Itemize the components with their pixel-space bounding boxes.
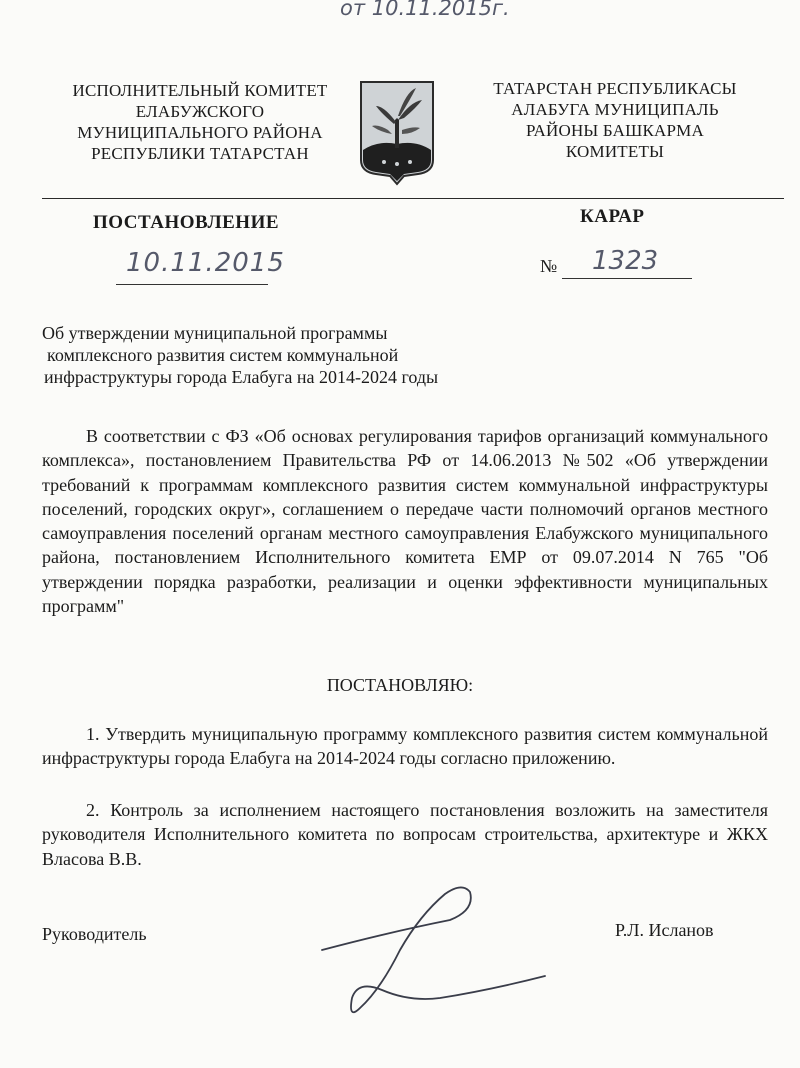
decree-item-1: 1. Утвердить муниципальную программу комплексного развития систем коммунальной инфраструктуры города Елабуга на 2014-2024 годы согласно приложению. xyxy=(42,724,768,769)
handwritten-signature-icon xyxy=(300,880,560,1030)
subject-block xyxy=(42,322,562,388)
subject-line: инфраструктуры города Елабуга на 2014-2024 годы xyxy=(44,367,439,387)
doc-type-ru: ПОСТАНОВЛЕНИЕ xyxy=(93,212,280,233)
number-label: № xyxy=(540,256,558,276)
header-left-line: ИСПОЛНИТЕЛЬНЫЙ КОМИТЕТ xyxy=(72,81,328,100)
header-right-block xyxy=(470,78,760,162)
subject-line: Об утверждении муниципальной программы xyxy=(42,323,388,343)
doc-type-tt: КАРАР xyxy=(580,206,645,227)
header-left-line: МУНИЦИПАЛЬНОГО РАЙОНА xyxy=(77,123,323,142)
decree-heading: ПОСТАНОВЛЯЮ: xyxy=(326,675,474,695)
preamble-paragraph: В соответствии с ФЗ «Об основах регулирования тарифов организаций коммунального комплекса», постановлением Правительства РФ от 14.06.2013 №502 «Об утверждении требований к программам комплексного развития систем коммунальной инфраструктуры поселений, городских округ», соглашением о передаче части полномочий органов местного самоуправления поселений органам местного самоуправления Елабужского муниципального района, постановлением Исполнительного комитета ЕМР от 09.07.2014 N 765 "Об утверждении порядка разработки, реализации и оценки эффективности муниципальных программ" xyxy=(42,426,768,617)
header-right-line: ТАТАРСТАН РЕСПУБЛИКАСЫ xyxy=(493,79,737,98)
signature-position: Руководитель xyxy=(42,924,147,944)
header-right-line: КОМИТЕТЫ xyxy=(565,142,665,161)
decree-item-2: 2. Контроль за исполнением настоящего постановления возложить на заместителя руководителя Исполнительного комитета по вопросам строительства, архитектуре и ЖКХ Власова В.В. xyxy=(42,800,768,869)
header-divider xyxy=(42,198,784,199)
date-handwritten: 10.11.2015 xyxy=(126,248,285,278)
subject-line: комплексного развития систем коммунальной xyxy=(47,345,399,365)
number-field xyxy=(562,246,692,279)
header-left-line: РЕСПУБЛИКИ ТАТАРСТАН xyxy=(91,144,309,163)
header-right-line: РАЙОНЫ БАШКАРМА xyxy=(526,121,704,140)
header-left-line: ЕЛАБУЖСКОГО xyxy=(135,102,265,121)
coat-of-arms-icon xyxy=(358,80,436,186)
header-right-line: АЛАБУГА МУНИЦИПАЛЬ xyxy=(511,100,719,119)
signature-name: Р.Л. Исланов xyxy=(615,920,714,940)
handwritten-stamp-date: от 10.11.2015г. xyxy=(340,0,510,20)
date-field xyxy=(116,248,285,285)
number-handwritten: 1323 xyxy=(592,246,659,276)
header-left-block xyxy=(55,80,345,164)
